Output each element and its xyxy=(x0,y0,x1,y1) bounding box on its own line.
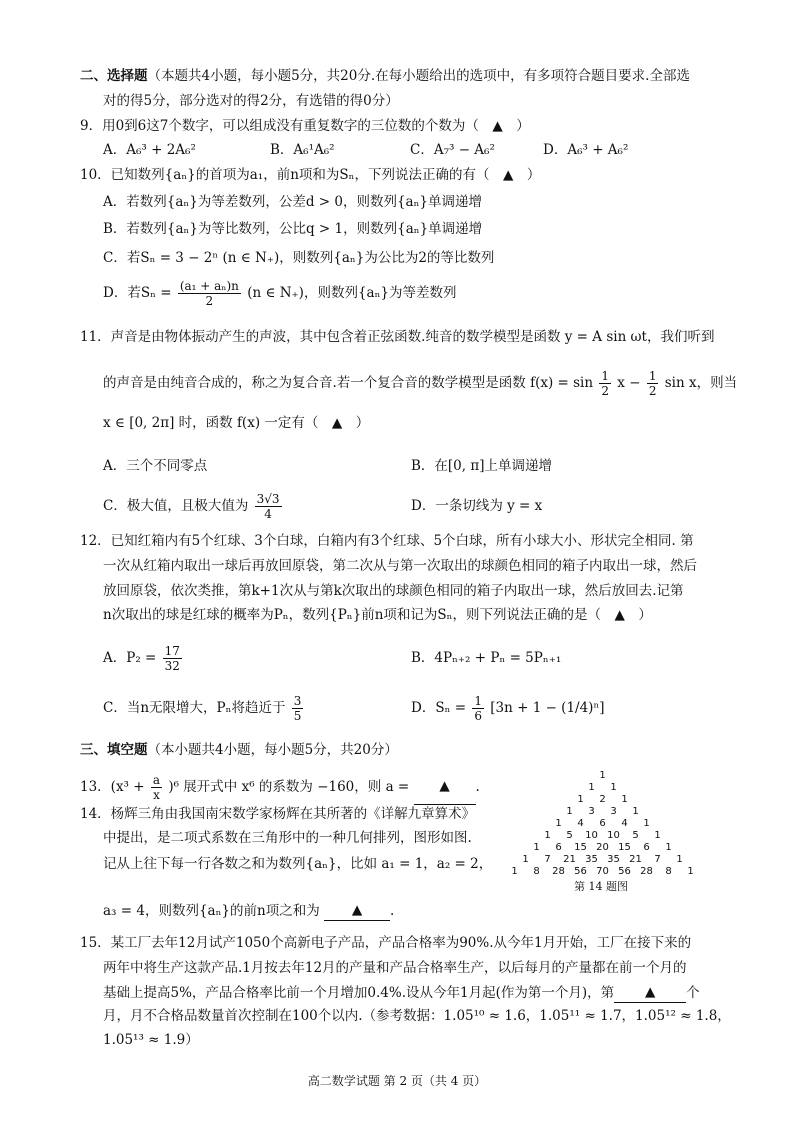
triangle-cell: 1 xyxy=(533,842,540,853)
figure-14-caption: 第 14 题图 xyxy=(574,880,628,893)
triangle-row xyxy=(490,770,715,782)
q10-d-den: 2 xyxy=(205,294,214,308)
triangle-cell: 15 xyxy=(574,842,587,853)
q14-line-2: 中提出，是二项式系数在三角形中的一种几何排列，图形如图. xyxy=(103,830,472,846)
q15-line-5: 1.05¹³ ≈ 1.9） xyxy=(103,1032,199,1048)
triangle-cell: 1 xyxy=(643,818,650,829)
triangle-cell: 21 xyxy=(629,854,642,865)
q13-answer-blank: ▲ xyxy=(414,768,476,805)
q15-line-1: 15．某工厂去年12月试产1050个高新电子产品，产品合格率为90%.从今年1月开始，工厂在接下来的 xyxy=(80,935,692,951)
triangle-cell: 28 xyxy=(640,866,653,877)
q14-line-4-pre: a₃ = 4，则数列{aₙ}的前n项之和为 xyxy=(103,903,320,919)
q15-line-3-pre: 基础上提高5%，产品合格率比前一个月增加0.4%.设从今年1月起(作为第一个月)，第 xyxy=(103,985,615,1001)
q12-c-pre: C．当n无限增大，Pₙ将趋近于 xyxy=(103,700,286,716)
q12-line-2: 一次从红箱内取出一球后再放回原袋，第二次从与第一次取出的球颜色相同的箱子内取出一球，然后 xyxy=(103,558,697,574)
triangle-row xyxy=(490,794,715,806)
q12-d-pre: D．Sₙ = xyxy=(411,700,467,716)
q12-d-post: [3n + 1 − (1/4)ⁿ] xyxy=(490,700,605,716)
triangle-row xyxy=(490,782,715,794)
triangle-cell: 1 xyxy=(555,818,562,829)
page-footer: 高二数学试题 第 2 页（共 4 页） xyxy=(307,1074,487,1088)
triangle-cell: 10 xyxy=(585,830,598,841)
q12-line-1: 12．已知红箱内有5个红球、3个白球，白箱内有3个红球、5个白球，所有小球大小、形状完全相同. 第 xyxy=(80,533,694,549)
triangle-cell: 1 xyxy=(632,806,639,817)
triangle-cell: 1 xyxy=(522,854,529,865)
triangle-cell: 20 xyxy=(596,842,609,853)
triangle-cell: 70 xyxy=(596,866,609,877)
q10-option-c: C．若Sₙ = 3 − 2ⁿ (n ∈ N₊)，则数列{aₙ}为公比为2的等比数列 xyxy=(103,250,495,266)
q11-half-1 xyxy=(599,369,611,398)
triangle-row xyxy=(490,806,715,818)
q11-c-num: 3√3 xyxy=(256,492,280,506)
q14-line-4 xyxy=(103,900,394,921)
q12-option-b: B．4Pₙ₊₂ + Pₙ = 5Pₙ₊₁ xyxy=(411,650,562,666)
q11-option-a: A．三个不同零点 xyxy=(103,458,208,474)
q12-option-a xyxy=(103,640,184,676)
triangle-cell: 56 xyxy=(574,866,587,877)
triangle-cell: 1 xyxy=(544,830,551,841)
q11-half-2-num: 1 xyxy=(648,369,657,383)
triangle-cell: 1 xyxy=(588,782,595,793)
q12-d-num: 1 xyxy=(474,694,482,708)
triangle-cell: 10 xyxy=(607,830,620,841)
q11-line-3: x ∈ [0, 2π] 时，函数 f(x) 一定有（ ▲ ） xyxy=(103,415,370,431)
q10-d-num: (a₁ + aₙ)n xyxy=(179,279,239,293)
q14-answer-blank: ▲ xyxy=(324,900,390,921)
q12-c-num: 3 xyxy=(293,694,302,708)
section-2-title: 二、选择题 xyxy=(80,68,148,84)
q13-pre: 13．(x³ + xyxy=(80,779,145,795)
triangle-cell: 28 xyxy=(552,866,565,877)
section-2-desc-1: （本题共4小题，每小题5分，共20分.在每小题给出的选项中，有多项符合题目要求.全部选 xyxy=(147,68,690,84)
triangle-cell: 1 xyxy=(676,854,683,865)
q10-option-a: A．若数列{aₙ}为等差数列，公差d > 0，则数列{aₙ}单调递增 xyxy=(103,194,483,210)
q10-d-pre: D．若Sₙ = xyxy=(103,285,172,301)
q12-d-den: 6 xyxy=(474,709,482,723)
q12-a-pre: A．P₂ = xyxy=(103,650,157,666)
q15-answer-blank: ▲ xyxy=(614,982,686,1003)
q11-half-2 xyxy=(647,369,659,398)
triangle-row xyxy=(490,830,715,842)
q12-line-4: n次取出的球是红球的概率为Pₙ，数列{Pₙ}前n项和记为Sₙ，则下列说法正确的是（ ▲ ） xyxy=(103,607,652,623)
triangle-cell: 6 xyxy=(599,818,606,829)
q9-option-d: D．A₆³ + A₆² xyxy=(543,142,629,158)
section-3-header xyxy=(80,740,398,760)
q12-a-den: 32 xyxy=(164,659,180,673)
triangle-cell: 3 xyxy=(588,806,595,817)
q11-half-1-num: 1 xyxy=(601,369,609,383)
triangle-cell: 1 xyxy=(577,794,584,805)
q12-option-c xyxy=(103,690,305,726)
q15-line-3-post: 个 xyxy=(686,985,700,1001)
q15-line-2: 两年中将生产这款产品.1月按去年12月的产量和产品合格率生产，以后每月的产量都在前一个月的 xyxy=(103,960,687,976)
q14-line-1: 14．杨辉三角由我国南宋数学家杨辉在其所著的《详解九章算术》 xyxy=(80,806,476,822)
q13-frac-den: x xyxy=(153,788,160,802)
section-3-desc: （本小题共4小题，每小题5分，共20分） xyxy=(147,742,398,758)
triangle-cell: 5 xyxy=(632,830,639,841)
triangle-cell: 1 xyxy=(665,842,672,853)
triangle-cell: 1 xyxy=(599,770,606,781)
q13 xyxy=(80,768,480,805)
triangle-row xyxy=(490,818,715,830)
triangle-row xyxy=(490,842,715,854)
triangle-cell: 5 xyxy=(566,830,573,841)
q11-option-d: D．一条切线为 y = x xyxy=(411,498,543,514)
q13-post: )⁶ 展开式中 x⁶ 的系数为 −160，则 a = xyxy=(168,779,410,795)
q11-line-2-mid: x − xyxy=(617,375,641,391)
q12-d-fraction xyxy=(472,694,484,723)
q11-option-c xyxy=(103,488,284,524)
q12-a-fraction xyxy=(163,644,182,673)
triangle-cell: 56 xyxy=(618,866,631,877)
section-2-desc-2: 对的得5分，部分选对的得2分，有选错的得0分） xyxy=(103,93,399,109)
triangle-cell: 1 xyxy=(621,794,628,805)
q9-stem: 9．用0到6这7个数字，可以组成没有重复数字的三位数的个数为（ ▲ ） xyxy=(80,118,530,134)
yang-hui-triangle xyxy=(490,770,715,878)
q10-d-fraction xyxy=(178,279,241,308)
q14-line-3: 记从上往下每一行各数之和为数列{aₙ}，比如 a₁ = 1，a₂ = 2， xyxy=(103,856,493,872)
triangle-cell: 35 xyxy=(607,854,620,865)
q13-end: . xyxy=(475,779,480,795)
q12-c-fraction xyxy=(292,694,304,723)
q11-c-pre: C．极大值，且极大值为 xyxy=(103,498,249,514)
triangle-cell: 35 xyxy=(585,854,598,865)
q11-line-1: 11．声音是由物体振动产生的声波，其中包含着正弦函数.纯音的数学模型是函数 y = A sin ωt，我们听到 xyxy=(80,329,715,345)
q12-line-3: 放回原袋，依次类推，第k+1次从与第k次取出的球颜色相同的箱子内取出一球，然后放回去.记第 xyxy=(103,583,684,599)
triangle-cell: 1 xyxy=(511,866,518,877)
q10-stem: 10．已知数列{aₙ}的首项为a₁，前n项和为Sₙ，下列说法正确的有（ ▲ ） xyxy=(80,167,541,183)
triangle-cell: 6 xyxy=(643,842,650,853)
q11-line-2-pre: 的声音是由纯音合成的，称之为复合音.若一个复合音的数学模型是函数 f(x) = sin xyxy=(103,375,594,391)
q11-half-1-den: 2 xyxy=(601,384,609,398)
section-3-title: 三、填空题 xyxy=(80,742,148,758)
triangle-cell: 8 xyxy=(665,866,672,877)
triangle-cell: 1 xyxy=(687,866,694,877)
q10-option-b: B．若数列{aₙ}为等比数列，公比q > 1，则数列{aₙ}单调递增 xyxy=(103,221,483,237)
q15-line-3 xyxy=(103,982,700,1003)
q12-option-d xyxy=(411,690,605,726)
triangle-cell: 2 xyxy=(599,794,606,805)
triangle-cell: 1 xyxy=(566,806,573,817)
triangle-cell: 21 xyxy=(563,854,576,865)
triangle-cell: 4 xyxy=(621,818,628,829)
q9-option-c: C．A₇³ − A₆² xyxy=(410,142,495,158)
q11-option-b: B．在[0, π]上单调递增 xyxy=(411,458,552,474)
triangle-row xyxy=(490,854,715,866)
q10-d-post: (n ∈ N₊)，则数列{aₙ}为等差数列 xyxy=(247,285,457,301)
q15-line-4: 月，月不合格品数量首次控制在100个以内.（参考数据：1.05¹⁰ ≈ 1.6，1.05¹¹ ≈ 1.7，1.05¹² ≈ 1.8， xyxy=(103,1008,731,1024)
q11-line-2 xyxy=(103,366,737,400)
triangle-cell: 7 xyxy=(544,854,551,865)
triangle-cell: 3 xyxy=(610,806,617,817)
q9-option-b: B．A₆¹A₆² xyxy=(270,142,335,158)
triangle-cell: 1 xyxy=(610,782,617,793)
q12-a-num: 17 xyxy=(164,644,180,658)
q10-option-d xyxy=(103,276,457,310)
triangle-cell: 8 xyxy=(533,866,540,877)
q12-c-den: 5 xyxy=(293,709,302,723)
section-2-line-1 xyxy=(80,66,690,86)
q14-end: . xyxy=(390,903,395,919)
triangle-cell: 15 xyxy=(618,842,631,853)
triangle-cell: 4 xyxy=(577,818,584,829)
triangle-cell: 1 xyxy=(654,830,661,841)
q11-c-fraction xyxy=(255,492,282,521)
q11-c-den: 4 xyxy=(264,507,272,521)
triangle-cell: 7 xyxy=(654,854,661,865)
q11-line-2-post: sin x，则当 xyxy=(664,375,738,391)
q13-fraction xyxy=(151,773,162,802)
q11-half-2-den: 2 xyxy=(648,384,657,398)
q13-frac-num: a xyxy=(152,773,161,787)
triangle-cell: 6 xyxy=(555,842,562,853)
q9-option-a: A．A₆³ + 2A₆² xyxy=(103,142,196,158)
